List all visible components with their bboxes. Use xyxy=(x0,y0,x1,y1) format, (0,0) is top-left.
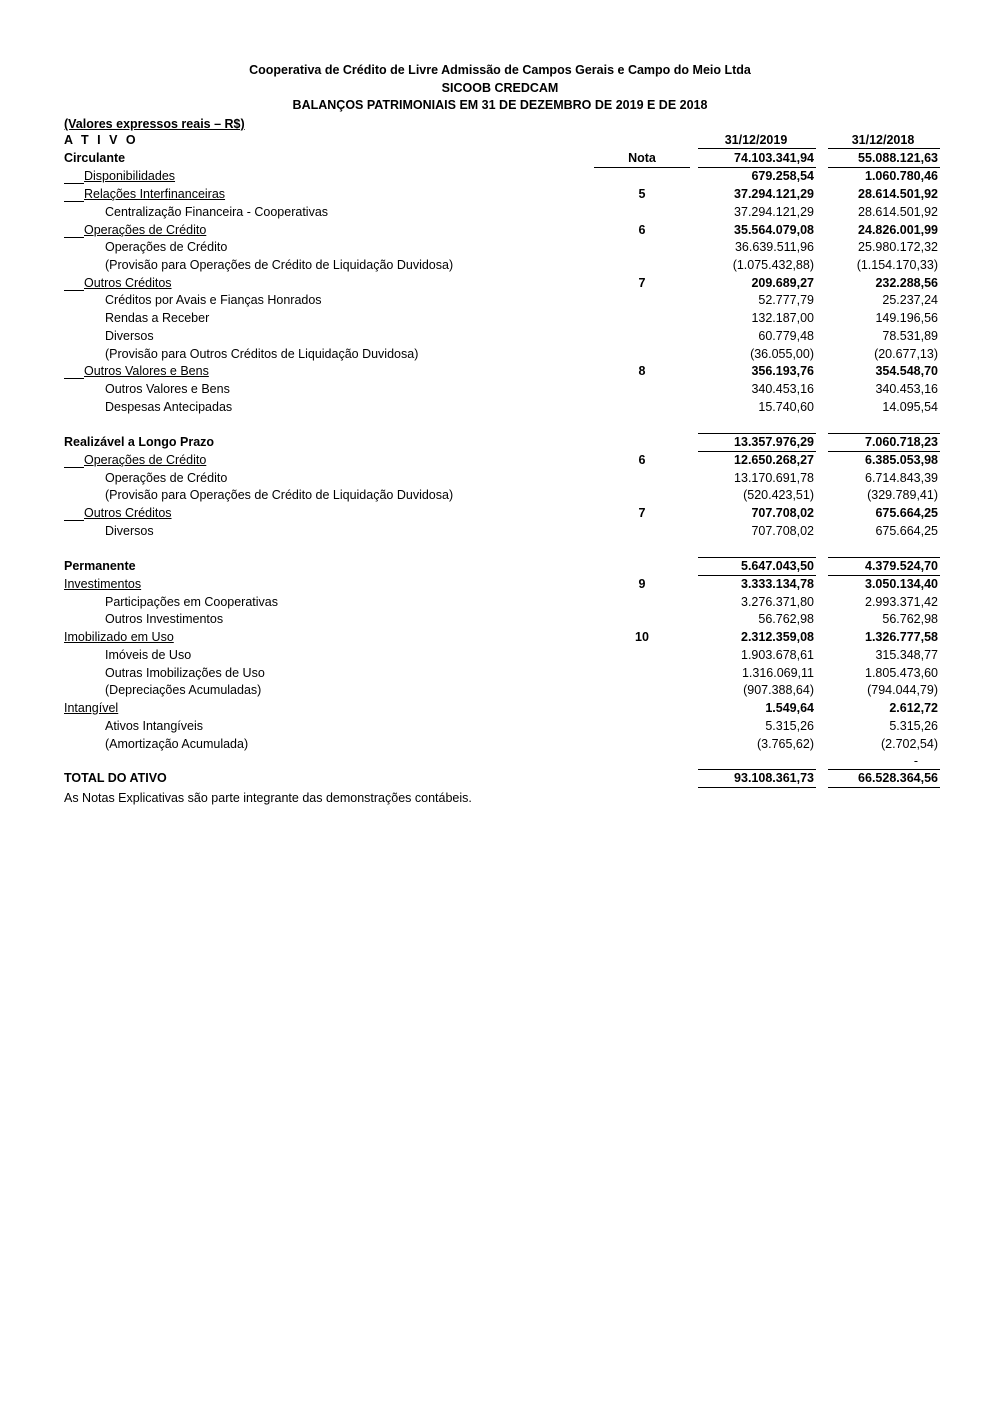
value-2019: 1.316.069,11 xyxy=(741,666,814,680)
company-short-name: SICOOB CREDCAM xyxy=(441,80,559,95)
value-2018: 6.714.843,39 xyxy=(865,471,938,485)
row-label: Ativos Intangíveis xyxy=(105,719,203,733)
row-label: Outras Imobilizações de Uso xyxy=(105,666,265,680)
value-2019: 356.193,76 xyxy=(751,364,814,378)
value-2019: 707.708,02 xyxy=(751,506,814,520)
value-2018: 354.548,70 xyxy=(875,364,938,378)
row-lp-provisao xyxy=(0,487,1000,505)
row-outros-valores-bens-detail xyxy=(0,381,1000,399)
row-label: (Depreciações Acumuladas) xyxy=(105,683,262,697)
value-2019: 1.903.678,61 xyxy=(741,648,814,662)
value-2019: 679.258,54 xyxy=(751,169,814,183)
value-2018: (2.702,54) xyxy=(881,737,938,751)
row-label: Outros Valores e Bens xyxy=(84,364,209,378)
value-2019: 74.103.341,94 xyxy=(734,151,814,165)
value-2018: 28.614.501,92 xyxy=(858,205,938,219)
value-2019: 3.276.371,80 xyxy=(741,595,814,609)
value-2018: 28.614.501,92 xyxy=(858,187,938,201)
indent-rule xyxy=(64,290,84,291)
value-2019: 209.689,27 xyxy=(751,276,814,290)
value-2019: (520.423,51) xyxy=(743,488,814,502)
value-2019: 37.294.121,29 xyxy=(734,187,814,201)
value-2018: 14.095,54 xyxy=(882,400,938,414)
value-2018: 25.237,24 xyxy=(882,293,938,307)
dash-value: - xyxy=(913,754,918,768)
value-2018: 340.453,16 xyxy=(875,382,938,396)
row-rendas-receber xyxy=(0,310,1000,328)
row-label: Intangível xyxy=(64,701,119,715)
value-2019: 36.639.511,96 xyxy=(734,240,814,254)
value-2019: (3.765,62) xyxy=(757,737,814,751)
note-ref: 6 xyxy=(638,223,646,237)
note-ref: 7 xyxy=(638,276,646,290)
rule xyxy=(828,787,940,788)
row-label: Diversos xyxy=(105,524,154,538)
indent-rule xyxy=(64,183,84,184)
value-2018: (794.044,79) xyxy=(867,683,938,697)
row-label: (Provisão para Operações de Crédito de Liquidação Duvidosa) xyxy=(105,488,454,502)
note-ref: 8 xyxy=(638,364,646,378)
row-label: Relações Interfinanceiras xyxy=(84,187,226,201)
row-amortizacao xyxy=(0,736,1000,754)
value-2018: 24.826.001,99 xyxy=(858,223,938,237)
value-2018: 232.288,56 xyxy=(875,276,938,290)
value-2018: 7.060.718,23 xyxy=(865,435,938,449)
value-2018: 315.348,77 xyxy=(875,648,938,662)
value-2018: 2.612,72 xyxy=(889,701,938,715)
value-2019: 707.708,02 xyxy=(751,524,814,538)
row-label: Permanente xyxy=(64,559,136,573)
value-2018: 6.385.053,98 xyxy=(865,453,938,467)
row-operacoes-credito xyxy=(0,222,1000,240)
value-2018: 2.993.371,42 xyxy=(865,595,938,609)
value-2018: 675.664,25 xyxy=(875,506,938,520)
column-2019: 31/12/2019 xyxy=(724,133,788,147)
row-relacoes-interfinanceiras xyxy=(0,186,1000,204)
value-2019: 3.333.134,78 xyxy=(741,577,814,591)
value-2018: 78.531,89 xyxy=(882,329,938,343)
row-creditos-avais xyxy=(0,292,1000,310)
row-label: Circulante xyxy=(64,151,126,165)
row-label: Imobilizado em Uso xyxy=(64,630,174,644)
value-2019: 5.315,26 xyxy=(765,719,814,733)
value-2019: 132.187,00 xyxy=(751,311,814,325)
row-centralizacao-financeira xyxy=(0,204,1000,222)
row-label: Rendas a Receber xyxy=(105,311,210,325)
value-2018: 149.196,56 xyxy=(875,311,938,325)
row-outros-valores-bens xyxy=(0,363,1000,381)
value-2019: 340.453,16 xyxy=(751,382,814,396)
row-depreciacoes xyxy=(0,682,1000,700)
row-outras-imobilizacoes xyxy=(0,665,1000,683)
row-total-ativo xyxy=(0,770,1000,788)
row-label: Outros Créditos xyxy=(84,506,172,520)
row-label: Operações de Crédito xyxy=(105,471,228,485)
value-2019: (1.075.432,88) xyxy=(732,258,814,272)
value-2018: 3.050.134,40 xyxy=(865,577,938,591)
row-provisao-outros-creditos xyxy=(0,346,1000,364)
note-ref: 6 xyxy=(638,453,646,467)
company-name: Cooperativa de Crédito de Livre Admissão de Campos Gerais e Campo do Meio Ltda xyxy=(249,63,751,77)
row-imobilizado xyxy=(0,629,1000,647)
footnote: As Notas Explicativas são parte integrante das demonstrações contábeis. xyxy=(64,791,472,805)
value-2019: (36.055,00) xyxy=(750,347,814,361)
row-label: Operações de Crédito xyxy=(84,453,207,467)
row-label: Operações de Crédito xyxy=(84,223,207,237)
value-2018: 66.528.364,56 xyxy=(858,771,938,785)
note-ref: 5 xyxy=(638,187,646,201)
row-intangivel xyxy=(0,700,1000,718)
value-2019: 13.170.691,78 xyxy=(734,471,814,485)
indent-rule xyxy=(64,201,84,202)
row-label: Imóveis de Uso xyxy=(105,648,192,662)
row-lp-operacoes-credito-detail xyxy=(0,470,1000,488)
values-unit-note: (Valores expressos reais – R$) xyxy=(64,117,245,131)
row-label: TOTAL DO ATIVO xyxy=(64,771,167,785)
row-label: Outros Créditos xyxy=(84,276,172,290)
value-2018: 675.664,25 xyxy=(875,524,938,538)
row-despesas-antecipadas xyxy=(0,399,1000,417)
row-label: Créditos por Avais e Fianças Honrados xyxy=(105,293,322,307)
indent-rule xyxy=(64,520,84,521)
value-2019: 1.549,64 xyxy=(765,701,814,715)
row-circulante xyxy=(0,150,1000,168)
row-label: (Provisão para Operações de Crédito de Liquidação Duvidosa) xyxy=(105,258,454,272)
row-permanente xyxy=(0,558,1000,576)
indent-rule xyxy=(64,467,84,468)
row-label: Diversos xyxy=(105,329,154,343)
row-label: Outros Valores e Bens xyxy=(105,382,230,396)
value-2018: 55.088.121,63 xyxy=(858,151,938,165)
statement-title: BALANÇOS PATRIMONIAIS EM 31 DE DEZEMBRO DE 2019 E DE 2018 xyxy=(292,98,708,112)
row-disponibilidades xyxy=(0,168,1000,186)
section-ativo-label: A T I V O xyxy=(64,133,139,147)
value-2019: 12.650.268,27 xyxy=(734,453,814,467)
rule xyxy=(698,787,816,788)
value-2018: 4.379.524,70 xyxy=(865,559,938,573)
row-realizavel-longo-prazo xyxy=(0,434,1000,452)
value-2019: 60.779,48 xyxy=(758,329,814,343)
row-label: Operações de Crédito xyxy=(105,240,228,254)
value-2018: 56.762,98 xyxy=(882,612,938,626)
value-2019: 5.647.043,50 xyxy=(741,559,814,573)
row-label: (Amortização Acumulada) xyxy=(105,737,249,751)
note-ref: 7 xyxy=(638,506,646,520)
row-label: Investimentos xyxy=(64,577,142,591)
value-2018: 1.060.780,46 xyxy=(865,169,938,183)
row-label: Despesas Antecipadas xyxy=(105,400,233,414)
document-header xyxy=(0,62,1000,115)
row-diversos xyxy=(0,328,1000,346)
row-lp-diversos xyxy=(0,523,1000,541)
value-2019: 2.312.359,08 xyxy=(741,630,814,644)
row-outros-investimentos xyxy=(0,611,1000,629)
row-outros-creditos xyxy=(0,275,1000,293)
row-imoveis-uso xyxy=(0,647,1000,665)
row-label: Outros Investimentos xyxy=(105,612,224,626)
value-2019: 35.564.079,08 xyxy=(734,223,814,237)
value-2019: (907.388,64) xyxy=(743,683,814,697)
note-ref: 10 xyxy=(635,630,649,644)
rule xyxy=(828,148,940,149)
row-label: Disponibilidades xyxy=(84,169,176,183)
value-2018: 1.326.777,58 xyxy=(865,630,938,644)
value-2019: 15.740,60 xyxy=(758,400,814,414)
row-label: Participações em Cooperativas xyxy=(105,595,278,609)
value-2019: 13.357.976,29 xyxy=(734,435,814,449)
row-lp-operacoes-credito xyxy=(0,452,1000,470)
value-2018: (1.154.170,33) xyxy=(856,258,938,272)
row-investimentos xyxy=(0,576,1000,594)
value-2018: 25.980.172,32 xyxy=(858,240,938,254)
row-label: (Provisão para Outros Créditos de Liquidação Duvidosa) xyxy=(105,347,419,361)
note-column-header: Nota xyxy=(628,151,656,165)
value-2019: 37.294.121,29 xyxy=(734,205,814,219)
indent-rule xyxy=(64,237,84,238)
row-operacoes-credito-detail xyxy=(0,239,1000,257)
value-2018: (329.789,41) xyxy=(867,488,938,502)
row-participacoes xyxy=(0,594,1000,612)
value-2018: (20.677,13) xyxy=(874,347,938,361)
rule xyxy=(698,148,816,149)
note-ref: 9 xyxy=(638,577,646,591)
row-ativos-intangiveis xyxy=(0,718,1000,736)
indent-rule xyxy=(64,378,84,379)
row-provisao-operacoes xyxy=(0,257,1000,275)
value-2018: 1.805.473,60 xyxy=(865,666,938,680)
row-label: Centralização Financeira - Cooperativas xyxy=(105,205,329,219)
value-2019: 56.762,98 xyxy=(758,612,814,626)
row-lp-outros-creditos xyxy=(0,505,1000,523)
value-2018: 5.315,26 xyxy=(889,719,938,733)
value-2019: 52.777,79 xyxy=(758,293,814,307)
row-label: Realizável a Longo Prazo xyxy=(64,435,215,449)
column-2018: 31/12/2018 xyxy=(851,133,915,147)
value-2019: 93.108.361,73 xyxy=(734,771,814,785)
